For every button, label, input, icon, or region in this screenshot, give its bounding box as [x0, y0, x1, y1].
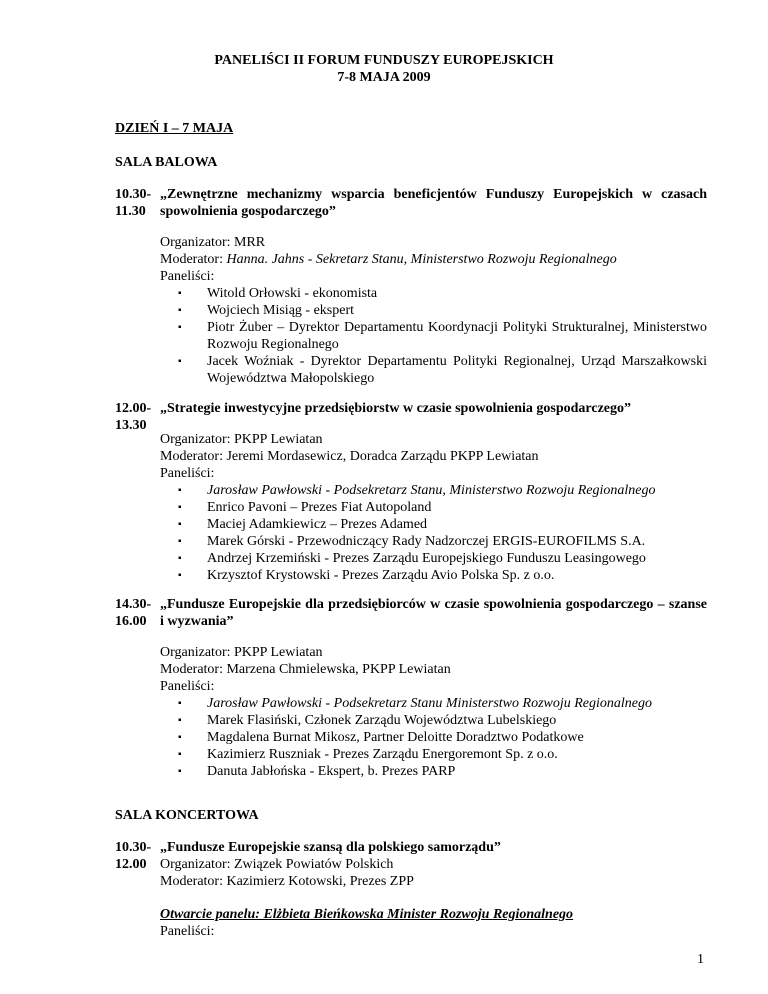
panelist-text: Marek Flasiński, Członek Zarządu Województwa Lubelskiego: [207, 713, 557, 728]
bullet-icon: ▪: [178, 288, 182, 299]
panelist-text: Piotr Żuber – Dyrektor Departamentu Koordynacji Polityki Strukturalnej, Ministerstwo Rozwoju Regionalnego: [207, 320, 707, 352]
panelist-text: Jacek Woźniak - Dyrektor Departamentu Polityki Regionalnej, Urząd Marszałkowski Województwa Małopolskiego: [207, 354, 707, 386]
moderator-label: Moderator:: [160, 252, 227, 267]
panelist-item: [160, 695, 707, 712]
session-title: „Fundusze Europejskie szansą dla polskiego samorządu”: [160, 840, 501, 855]
panelists-label: Paneliści:: [160, 679, 215, 694]
panelists-label: Paneliści:: [160, 466, 215, 481]
panelist-item: [160, 302, 707, 319]
panelist-item: [160, 550, 707, 567]
organizer-label: Organizator:: [160, 857, 234, 872]
panelist-item: [160, 499, 707, 516]
moderator-value: Marzena Chmielewska, PKPP Lewiatan: [226, 662, 451, 677]
panelist-item: [160, 533, 707, 550]
organizer-value: PKPP Lewiatan: [234, 432, 323, 447]
panelist-list: [160, 482, 707, 584]
moderator-line: [160, 251, 707, 268]
panelist-text: Jarosław Pawłowski - Podsekretarz Stanu Ministerstwo Rozwoju Regionalnego: [207, 696, 652, 711]
panelist-item: [160, 285, 707, 302]
session-time: 14.30-16.00: [115, 597, 152, 629]
bullet-icon: ▪: [178, 553, 182, 564]
session-4-details: [160, 856, 707, 940]
session-1-heading: [115, 186, 707, 220]
hall-title-koncertowa: SALA KONCERTOWA: [115, 808, 259, 823]
document-header: [0, 52, 768, 86]
session-2-heading: [115, 400, 707, 433]
panelist-text: Witold Orłowski - ekonomista: [207, 286, 378, 301]
organizer-label: Organizator:: [160, 235, 234, 250]
bullet-icon: ▪: [178, 519, 182, 530]
bullet-icon: ▪: [178, 570, 182, 581]
panelist-item: [160, 729, 707, 746]
panelist-item: [160, 746, 707, 763]
moderator-label: Moderator:: [160, 662, 227, 677]
moderator-line: [160, 661, 707, 678]
organizer-value: PKPP Lewiatan: [234, 645, 323, 660]
bullet-icon: ▪: [178, 536, 182, 547]
session-title: „Strategie inwestycyjne przedsiębiorstw w czasie spowolnienia gospodarczego”: [160, 401, 632, 416]
panelist-text: Kazimierz Ruszniak - Prezes Zarządu Energoremont Sp. z o.o.: [207, 747, 558, 762]
organizer-line: [160, 431, 707, 448]
panelist-text: Wojciech Misiąg - ekspert: [207, 303, 354, 318]
moderator-value: Hanna. Jahns - Sekretarz Stanu, Ministerstwo Rozwoju Regionalnego: [226, 252, 617, 267]
organizer-value: MRR: [234, 235, 266, 250]
panelists-label: Paneliści:: [160, 924, 215, 939]
session-title: „Fundusze Europejskie dla przedsiębiorców w czasie spowolnienia gospodarczego – szanse i wyzwania”: [160, 597, 707, 629]
panelist-text: Jarosław Pawłowski - Podsekretarz Stanu, Ministerstwo Rozwoju Regionalnego: [207, 483, 656, 498]
panelist-item: [160, 516, 707, 533]
moderator-label: Moderator:: [160, 449, 227, 464]
panelists-label: Paneliści:: [160, 269, 215, 284]
session-time: 10.30-12.00: [115, 840, 152, 872]
bullet-icon: ▪: [178, 305, 182, 316]
panelist-text: Krzysztof Krystowski - Prezes Zarządu Avio Polska Sp. z o.o.: [207, 568, 555, 583]
panelist-item: [160, 712, 707, 729]
organizer-label: Organizator:: [160, 432, 234, 447]
organizer-label: Organizator:: [160, 645, 234, 660]
organizer-line: [160, 234, 707, 251]
moderator-line: [160, 448, 707, 465]
session-title: „Zewnętrzne mechanizmy wsparcia beneficjentów Funduszy Europejskich w czasach spowolnienia gospodarczego”: [160, 187, 707, 219]
panelist-item: [160, 567, 707, 584]
forum-dates: 7-8 MAJA 2009: [337, 70, 431, 85]
session-1-details: [160, 234, 707, 387]
panelist-text: Marek Górski - Przewodniczący Rady Nadzorczej ERGIS-EUROFILMS S.A.: [207, 534, 646, 549]
panelist-item: [160, 482, 707, 499]
bullet-icon: ▪: [178, 749, 182, 760]
panelist-text: Magdalena Burnat Mikosz, Partner Deloitte Doradztwo Podatkowe: [207, 730, 584, 745]
page-number: 1: [697, 952, 704, 967]
bullet-icon: ▪: [178, 502, 182, 513]
moderator-value: Jeremi Mordasewicz, Doradca Zarządu PKPP Lewiatan: [226, 449, 539, 464]
opening-line: [160, 906, 707, 923]
bullet-icon: ▪: [178, 732, 182, 743]
day-title: DZIEŃ I – 7 MAJA: [115, 121, 234, 136]
session-3-heading: [115, 596, 707, 630]
panelist-item: [160, 353, 707, 387]
moderator-line: [160, 873, 707, 890]
bullet-icon: ▪: [178, 698, 182, 709]
session-time: 12.00-13.30: [115, 401, 152, 433]
panelist-item: [160, 763, 707, 780]
session-time: 10.30-11.30: [115, 187, 152, 219]
panelist-item: [160, 319, 707, 353]
panelist-text: Maciej Adamkiewicz – Prezes Adamed: [207, 517, 428, 532]
bullet-icon: ▪: [178, 322, 182, 333]
bullet-icon: ▪: [178, 485, 182, 496]
panelist-text: Enrico Pavoni – Prezes Fiat Autopoland: [207, 500, 432, 515]
organizer-line: [160, 644, 707, 661]
organizer-value: Związek Powiatów Polskich: [234, 857, 394, 872]
moderator-value: Kazimierz Kotowski, Prezes ZPP: [226, 874, 414, 889]
moderator-label: Moderator:: [160, 874, 227, 889]
panelist-list: [160, 695, 707, 780]
panelist-text: Andrzej Krzemiński - Prezes Zarządu Europejskiego Funduszu Leasingowego: [207, 551, 646, 566]
hall-title-balowa: SALA BALOWA: [115, 155, 218, 170]
session-3-details: [160, 644, 707, 780]
bullet-icon: ▪: [178, 356, 182, 367]
panelist-list: [160, 285, 707, 387]
panelist-text: Danuta Jabłońska - Ekspert, b. Prezes PARP: [207, 764, 456, 779]
organizer-line: [160, 856, 707, 873]
bullet-icon: ▪: [178, 715, 182, 726]
bullet-icon: ▪: [178, 766, 182, 777]
forum-title: PANELIŚCI II FORUM FUNDUSZY EUROPEJSKICH: [214, 53, 554, 68]
opening-text: Otwarcie panelu: Elżbieta Bieńkowska Minister Rozwoju Regionalnego: [160, 907, 574, 922]
session-2-details: [160, 431, 707, 584]
